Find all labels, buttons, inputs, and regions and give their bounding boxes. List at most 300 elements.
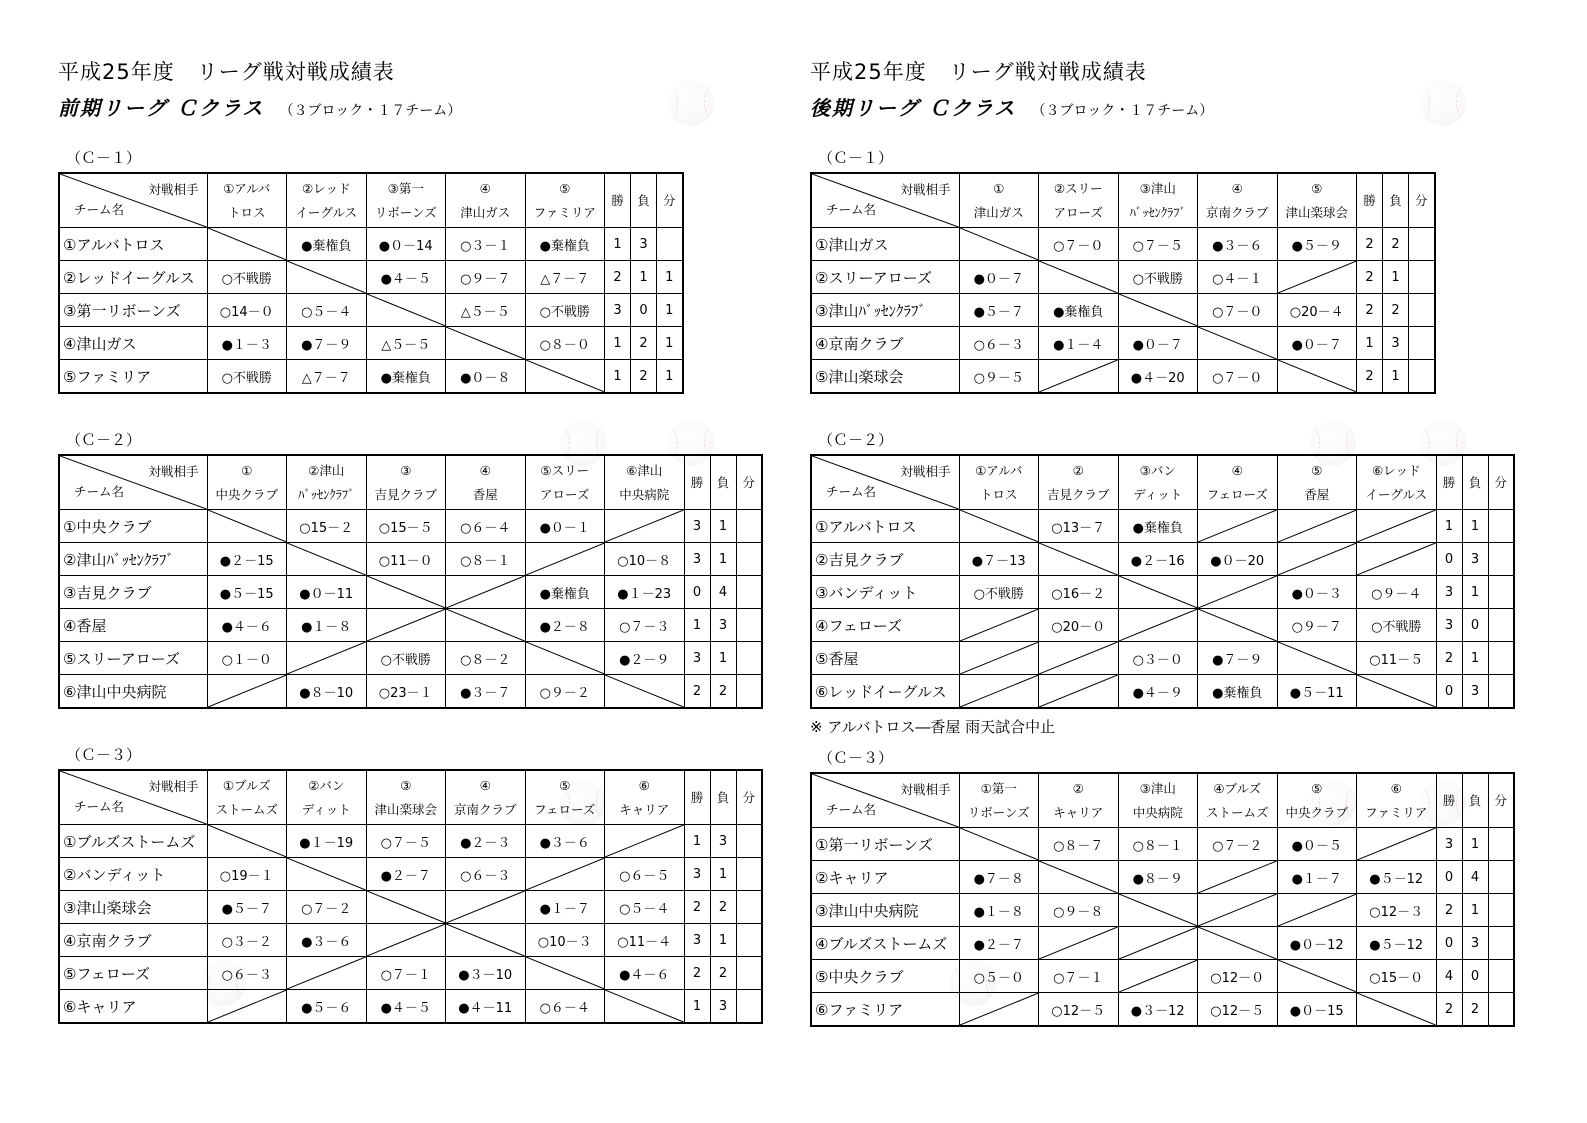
diagonal-line xyxy=(1278,960,1357,992)
diagonal-line xyxy=(287,543,366,575)
opponent-header-line: ディット xyxy=(1133,486,1183,502)
stat-cell: 2 xyxy=(710,675,736,709)
table-row xyxy=(811,609,1514,642)
stat-cell: 2 xyxy=(605,261,631,294)
team-name: ⑤フェローズ xyxy=(59,957,207,990)
stat-cell: 3 xyxy=(684,510,710,543)
result-cell: ●５－11 xyxy=(1277,675,1357,709)
stat-cell xyxy=(736,642,762,675)
opponent-header-line: ③バン xyxy=(1139,462,1176,478)
stat-header: 負 xyxy=(710,455,736,510)
result-cell: ●１－３ xyxy=(207,327,287,360)
table-row xyxy=(59,858,762,891)
result-cell xyxy=(1198,894,1278,927)
table-row xyxy=(811,261,1435,294)
stat-cell: 2 xyxy=(684,675,710,709)
team-name: ①アルバトロス xyxy=(811,510,959,543)
opponent-header xyxy=(1357,455,1437,510)
result-cell xyxy=(446,576,526,609)
result-cell: ●７－13 xyxy=(959,543,1039,576)
stat-header: 勝 xyxy=(1357,173,1383,228)
stat-header: 負 xyxy=(710,770,736,825)
opponent-header-line: 吉見クラブ xyxy=(374,486,437,502)
result-cell xyxy=(525,858,605,891)
result-cell xyxy=(525,957,605,990)
stat-cell: 2 xyxy=(684,957,710,990)
stat-cell: 0 xyxy=(1436,675,1462,709)
diagonal-line xyxy=(1357,510,1436,542)
result-cell xyxy=(1118,294,1198,327)
table-row xyxy=(59,609,762,642)
result-cell: ○９－４ xyxy=(1357,576,1437,609)
table-row xyxy=(811,828,1514,861)
opponent-header xyxy=(287,173,367,228)
opponent-header xyxy=(1198,455,1278,510)
result-cell: ○10－３ xyxy=(525,924,605,957)
result-cell xyxy=(1118,927,1198,960)
result-cell: ●０－14 xyxy=(366,228,446,261)
table-row xyxy=(811,861,1514,894)
result-cell: ●２－３ xyxy=(446,825,526,858)
result-cell xyxy=(959,675,1039,709)
opponent-header-line: ⑥ xyxy=(638,777,650,793)
stat-cell xyxy=(1409,228,1435,261)
opponent-header xyxy=(1277,173,1357,228)
result-cell: ○不戦勝 xyxy=(959,576,1039,609)
opponent-header-line: リボーンズ xyxy=(967,804,1030,820)
opponent-header xyxy=(525,770,605,825)
opponent-header-line: アローズ xyxy=(540,486,590,502)
result-cell xyxy=(1277,360,1357,394)
diagonal-line xyxy=(367,924,446,956)
result-cell xyxy=(1118,894,1198,927)
result-cell: ●０－１ xyxy=(525,510,605,543)
block-label: （Ｃ－１） xyxy=(66,149,142,167)
result-cell: ○３－１ xyxy=(446,228,526,261)
table-row xyxy=(59,543,762,576)
block-label: （Ｃ－３） xyxy=(66,746,142,764)
team-name: ①津山ガス xyxy=(811,228,959,261)
stat-cell: 4 xyxy=(1462,861,1488,894)
stat-cell: 1 xyxy=(657,360,683,394)
diagonal-line xyxy=(960,609,1039,641)
opponent-header xyxy=(1118,773,1198,828)
opponent-header-line: 中央クラブ xyxy=(215,486,278,502)
result-cell: ○19－１ xyxy=(207,858,287,891)
result-cell: ○６－３ xyxy=(446,858,526,891)
result-cell xyxy=(1277,642,1357,675)
stat-cell xyxy=(1488,642,1514,675)
opponent-header-line: ⑥レッド xyxy=(1371,462,1421,478)
stat-cell: 2 xyxy=(1357,294,1383,327)
opponent-header-line: ④ xyxy=(479,777,491,793)
league-subtitle xyxy=(810,92,1213,121)
result-cell xyxy=(366,924,446,957)
opponent-header-line: ⑤ xyxy=(1311,180,1323,196)
result-cell: ●１－23 xyxy=(605,576,685,609)
result-cell: ○11－５ xyxy=(1357,642,1437,675)
result-cell: ○８－１ xyxy=(1118,828,1198,861)
team-name: ③第一リボーンズ xyxy=(59,294,207,327)
result-cell: ○15－０ xyxy=(1357,960,1437,993)
result-cell: ●４－６ xyxy=(207,609,287,642)
result-cell xyxy=(1277,261,1357,294)
stat-cell: 2 xyxy=(1436,993,1462,1027)
result-cell xyxy=(287,642,367,675)
diagonal-line xyxy=(208,510,287,542)
stat-cell: 3 xyxy=(710,990,736,1024)
team-name: ④ブルズストームズ xyxy=(811,927,959,960)
result-cell xyxy=(1198,327,1278,360)
stat-cell xyxy=(736,543,762,576)
stat-cell xyxy=(1488,960,1514,993)
opponent-header-line: ⑤ xyxy=(559,180,571,196)
stat-cell xyxy=(1488,543,1514,576)
opponent-header xyxy=(366,173,446,228)
diagonal-line xyxy=(1198,894,1277,926)
corner-opponent-label: 対戦相手 xyxy=(900,182,951,197)
result-cell: ●２－９ xyxy=(605,642,685,675)
result-cell xyxy=(1039,642,1119,675)
stat-cell xyxy=(1488,993,1514,1027)
stat-header: 勝 xyxy=(605,173,631,228)
result-cell: ○23－１ xyxy=(366,675,446,709)
team-name: ③バンディット xyxy=(811,576,959,609)
opponent-header xyxy=(1277,773,1357,828)
result-cell: ○８－２ xyxy=(446,642,526,675)
block-2 xyxy=(58,430,763,709)
team-name: ①ブルズストームズ xyxy=(59,825,207,858)
opponent-header xyxy=(959,455,1039,510)
opponent-header xyxy=(959,773,1039,828)
result-cell: ●７－９ xyxy=(287,327,367,360)
diagonal-line xyxy=(287,957,366,989)
opponent-header xyxy=(1118,455,1198,510)
opponent-header-line: ⑥ xyxy=(1390,780,1402,796)
team-name: ④京南クラブ xyxy=(59,924,207,957)
page-title: 平成25年度 リーグ戦対戦成績表 xyxy=(810,60,1147,84)
diagonal-line xyxy=(605,990,684,1022)
stat-header: 分 xyxy=(1488,773,1514,828)
stat-cell: 1 xyxy=(684,990,710,1024)
stat-cell: 1 xyxy=(684,825,710,858)
stat-cell: 2 xyxy=(1357,360,1383,394)
stat-cell: 3 xyxy=(631,228,657,261)
corner-opponent-label: 対戦相手 xyxy=(148,464,199,479)
opponent-header-line: 中央病院 xyxy=(619,486,670,502)
stat-cell xyxy=(1488,609,1514,642)
opponent-header xyxy=(1039,773,1119,828)
table-row xyxy=(59,675,762,709)
corner-header-cell xyxy=(59,173,207,228)
result-cell: ○７－０ xyxy=(1039,228,1119,261)
opponent-header-line: 香屋 xyxy=(472,486,498,502)
stat-cell: 1 xyxy=(710,642,736,675)
opponent-header-line: ②レッド xyxy=(301,180,351,196)
first-half-panel xyxy=(58,0,818,1123)
team-name: ①中央クラブ xyxy=(59,510,207,543)
diagonal-line xyxy=(1198,927,1277,959)
result-cell: ○５－４ xyxy=(605,891,685,924)
diagonal-line xyxy=(605,825,684,857)
diagonal-line xyxy=(1039,675,1118,707)
result-cell xyxy=(366,576,446,609)
result-cell: ○不戦勝 xyxy=(1357,609,1437,642)
team-name: ④フェローズ xyxy=(811,609,959,642)
result-cell xyxy=(1198,576,1278,609)
block-label: （Ｃ－２） xyxy=(66,431,142,449)
result-cell xyxy=(1118,960,1198,993)
table-row xyxy=(59,228,683,261)
opponent-header xyxy=(1039,455,1119,510)
opponent-header xyxy=(1277,455,1357,510)
result-cell: ○３－０ xyxy=(1118,642,1198,675)
diagonal-line xyxy=(1119,609,1198,641)
stat-cell: 1 xyxy=(710,543,736,576)
stat-cell xyxy=(1409,261,1435,294)
table-row xyxy=(59,261,683,294)
opponent-header-line: ③ xyxy=(400,777,412,793)
result-cell: ○15－５ xyxy=(366,510,446,543)
corner-team-label: チーム名 xyxy=(74,799,125,814)
stat-cell xyxy=(1409,327,1435,360)
result-cell: △７－７ xyxy=(525,261,605,294)
result-cell: ●１－７ xyxy=(1277,861,1357,894)
result-cell: ○12－３ xyxy=(1357,894,1437,927)
result-cell: ●７－９ xyxy=(1198,642,1278,675)
block-2 xyxy=(810,430,1515,709)
result-cell: ●５－６ xyxy=(287,990,367,1024)
diagonal-line xyxy=(367,609,446,641)
result-cell: ○１－０ xyxy=(207,642,287,675)
stat-header: 分 xyxy=(736,455,762,510)
result-cell: ●１－４ xyxy=(1039,327,1119,360)
team-name: ①アルバトロス xyxy=(59,228,207,261)
team-name: ①第一リボーンズ xyxy=(811,828,959,861)
result-cell: ○６－５ xyxy=(605,858,685,891)
diagonal-line xyxy=(367,576,446,608)
diagonal-line xyxy=(1119,894,1198,926)
diagonal-line xyxy=(1039,861,1118,893)
table-row xyxy=(811,294,1435,327)
result-cell xyxy=(1039,927,1119,960)
stat-cell: 3 xyxy=(1436,828,1462,861)
result-cell: ○７－３ xyxy=(605,609,685,642)
result-cell xyxy=(1039,675,1119,709)
diagonal-line xyxy=(960,675,1039,707)
stat-cell: 0 xyxy=(684,576,710,609)
stat-cell xyxy=(1488,510,1514,543)
stat-header: 分 xyxy=(1488,455,1514,510)
table-row xyxy=(59,990,762,1024)
stat-cell: 1 xyxy=(605,360,631,394)
stat-cell xyxy=(1488,894,1514,927)
result-cell: ●棄権負 xyxy=(1039,294,1119,327)
stat-cell: 0 xyxy=(1462,609,1488,642)
table-row xyxy=(811,642,1514,675)
opponent-header-line: ②津山 xyxy=(308,462,345,478)
opponent-header xyxy=(959,173,1039,228)
result-cell: ●０－15 xyxy=(1277,993,1357,1027)
results-table xyxy=(58,769,763,1024)
result-cell: ○12－０ xyxy=(1198,960,1278,993)
result-cell: ●棄権負 xyxy=(525,576,605,609)
stat-cell xyxy=(736,609,762,642)
result-cell: ●３－７ xyxy=(446,675,526,709)
result-cell: ○８－７ xyxy=(1039,828,1119,861)
result-cell: ○11－４ xyxy=(605,924,685,957)
diagonal-line xyxy=(1278,642,1357,674)
opponent-header-line: ⑤スリー xyxy=(540,462,590,478)
result-cell: ●０－11 xyxy=(287,576,367,609)
result-cell: △５－５ xyxy=(446,294,526,327)
stat-cell: 3 xyxy=(684,858,710,891)
result-cell: ●８－９ xyxy=(1118,861,1198,894)
diagonal-line xyxy=(1357,828,1436,860)
result-cell xyxy=(446,924,526,957)
opponent-header-line: ③津山 xyxy=(1139,780,1176,796)
corner-team-label: チーム名 xyxy=(74,202,125,217)
result-cell: ○15－２ xyxy=(287,510,367,543)
diagonal-line xyxy=(1198,327,1277,359)
table-row xyxy=(811,576,1514,609)
stat-cell xyxy=(736,858,762,891)
result-cell: ○７－２ xyxy=(1198,828,1278,861)
team-name: ⑤スリーアローズ xyxy=(59,642,207,675)
diagonal-line xyxy=(1278,894,1357,926)
stat-cell: 3 xyxy=(1436,576,1462,609)
stat-cell: 0 xyxy=(1436,861,1462,894)
result-cell: ○７－５ xyxy=(366,825,446,858)
diagonal-line xyxy=(1039,261,1118,293)
corner-header-cell xyxy=(59,455,207,510)
stat-cell: 1 xyxy=(605,228,631,261)
result-cell xyxy=(959,642,1039,675)
result-cell: ○６－３ xyxy=(959,327,1039,360)
stat-cell: 2 xyxy=(1436,642,1462,675)
result-cell: ●３－６ xyxy=(1198,228,1278,261)
diagonal-line xyxy=(1278,360,1357,392)
diagonal-line xyxy=(960,510,1039,542)
result-cell: ○９－７ xyxy=(446,261,526,294)
stat-cell: 1 xyxy=(1436,510,1462,543)
team-name: ②バンディット xyxy=(59,858,207,891)
corner-opponent-label: 対戦相手 xyxy=(148,182,199,197)
result-cell: ●１－19 xyxy=(287,825,367,858)
opponent-header-line: ③ xyxy=(400,462,412,478)
team-name: ⑥津山中央病院 xyxy=(59,675,207,709)
result-cell: ●５－９ xyxy=(1277,228,1357,261)
opponent-header-line: ﾊﾞｯｾﾝｸﾗﾌﾞ xyxy=(1129,204,1186,220)
result-cell: ●２－16 xyxy=(1118,543,1198,576)
subtitle-main: 後期リーグ Ｃクラス xyxy=(810,96,1017,120)
opponent-header-line: ④ブルズ xyxy=(1213,780,1262,796)
diagonal-line xyxy=(960,993,1039,1025)
opponent-header xyxy=(446,770,526,825)
result-cell xyxy=(287,858,367,891)
team-name: ③津山ﾊﾞｯｾﾝｸﾗﾌﾞ xyxy=(811,294,959,327)
result-cell: ●０－12 xyxy=(1277,927,1357,960)
team-name: ②スリーアローズ xyxy=(811,261,959,294)
diagonal-line xyxy=(960,828,1039,860)
stat-cell: 4 xyxy=(710,576,736,609)
team-name: ⑥キャリア xyxy=(59,990,207,1024)
result-cell: ●４－５ xyxy=(366,990,446,1024)
result-cell: ●０－３ xyxy=(1277,576,1357,609)
diagonal-line xyxy=(526,360,605,392)
stat-cell: 0 xyxy=(631,294,657,327)
result-cell: ○10－８ xyxy=(605,543,685,576)
result-cell: ○20－４ xyxy=(1277,294,1357,327)
diagonal-line xyxy=(446,891,525,923)
result-cell xyxy=(287,543,367,576)
stat-cell: 4 xyxy=(1436,960,1462,993)
result-cell: ●０－７ xyxy=(1277,327,1357,360)
opponent-header xyxy=(1039,173,1119,228)
result-cell: ●２－15 xyxy=(207,543,287,576)
stat-cell xyxy=(736,576,762,609)
table-row xyxy=(59,891,762,924)
diagonal-line xyxy=(1039,543,1118,575)
diagonal-line xyxy=(446,609,525,641)
result-cell: ●４－11 xyxy=(446,990,526,1024)
result-cell xyxy=(1198,510,1278,543)
diagonal-line xyxy=(526,858,605,890)
team-name: ②津山ﾊﾞｯｾﾝｸﾗﾌﾞ xyxy=(59,543,207,576)
stat-cell xyxy=(736,957,762,990)
opponent-header-line: ② xyxy=(1072,462,1084,478)
result-cell: ●０－７ xyxy=(1118,327,1198,360)
stat-cell xyxy=(1488,927,1514,960)
result-cell xyxy=(446,327,526,360)
subtitle-note: （３ブロック・１７チーム） xyxy=(279,103,462,119)
stat-cell xyxy=(1488,576,1514,609)
stat-cell: 1 xyxy=(1462,576,1488,609)
stat-header: 負 xyxy=(631,173,657,228)
results-table xyxy=(810,454,1515,709)
corner-opponent-label: 対戦相手 xyxy=(900,782,951,797)
stat-header: 分 xyxy=(1409,173,1435,228)
diagonal-line xyxy=(208,228,287,260)
table-row xyxy=(811,960,1514,993)
diagonal-line xyxy=(367,294,446,326)
team-name: ⑤中央クラブ xyxy=(811,960,959,993)
diagonal-line xyxy=(446,327,525,359)
result-cell xyxy=(525,543,605,576)
opponent-header-line: イーグルス xyxy=(1365,486,1428,502)
result-cell xyxy=(959,993,1039,1027)
block-1 xyxy=(58,148,684,394)
opponent-header xyxy=(525,455,605,510)
stat-cell xyxy=(736,990,762,1024)
result-cell: ○８－１ xyxy=(446,543,526,576)
result-cell: ○７－０ xyxy=(1198,294,1278,327)
opponent-header xyxy=(1118,173,1198,228)
diagonal-line xyxy=(960,642,1039,674)
result-cell xyxy=(1357,993,1437,1027)
result-cell xyxy=(605,825,685,858)
corner-header-cell xyxy=(811,173,959,228)
opponent-header-line: ⑤ xyxy=(1311,780,1323,796)
result-cell xyxy=(366,294,446,327)
results-table xyxy=(58,172,684,394)
result-cell: ○９－７ xyxy=(1277,609,1357,642)
team-name: ③津山楽球会 xyxy=(59,891,207,924)
results-table xyxy=(58,454,763,709)
result-cell xyxy=(1039,360,1119,394)
team-name: ②吉見クラブ xyxy=(811,543,959,576)
opponent-header-line: ① xyxy=(993,180,1005,196)
